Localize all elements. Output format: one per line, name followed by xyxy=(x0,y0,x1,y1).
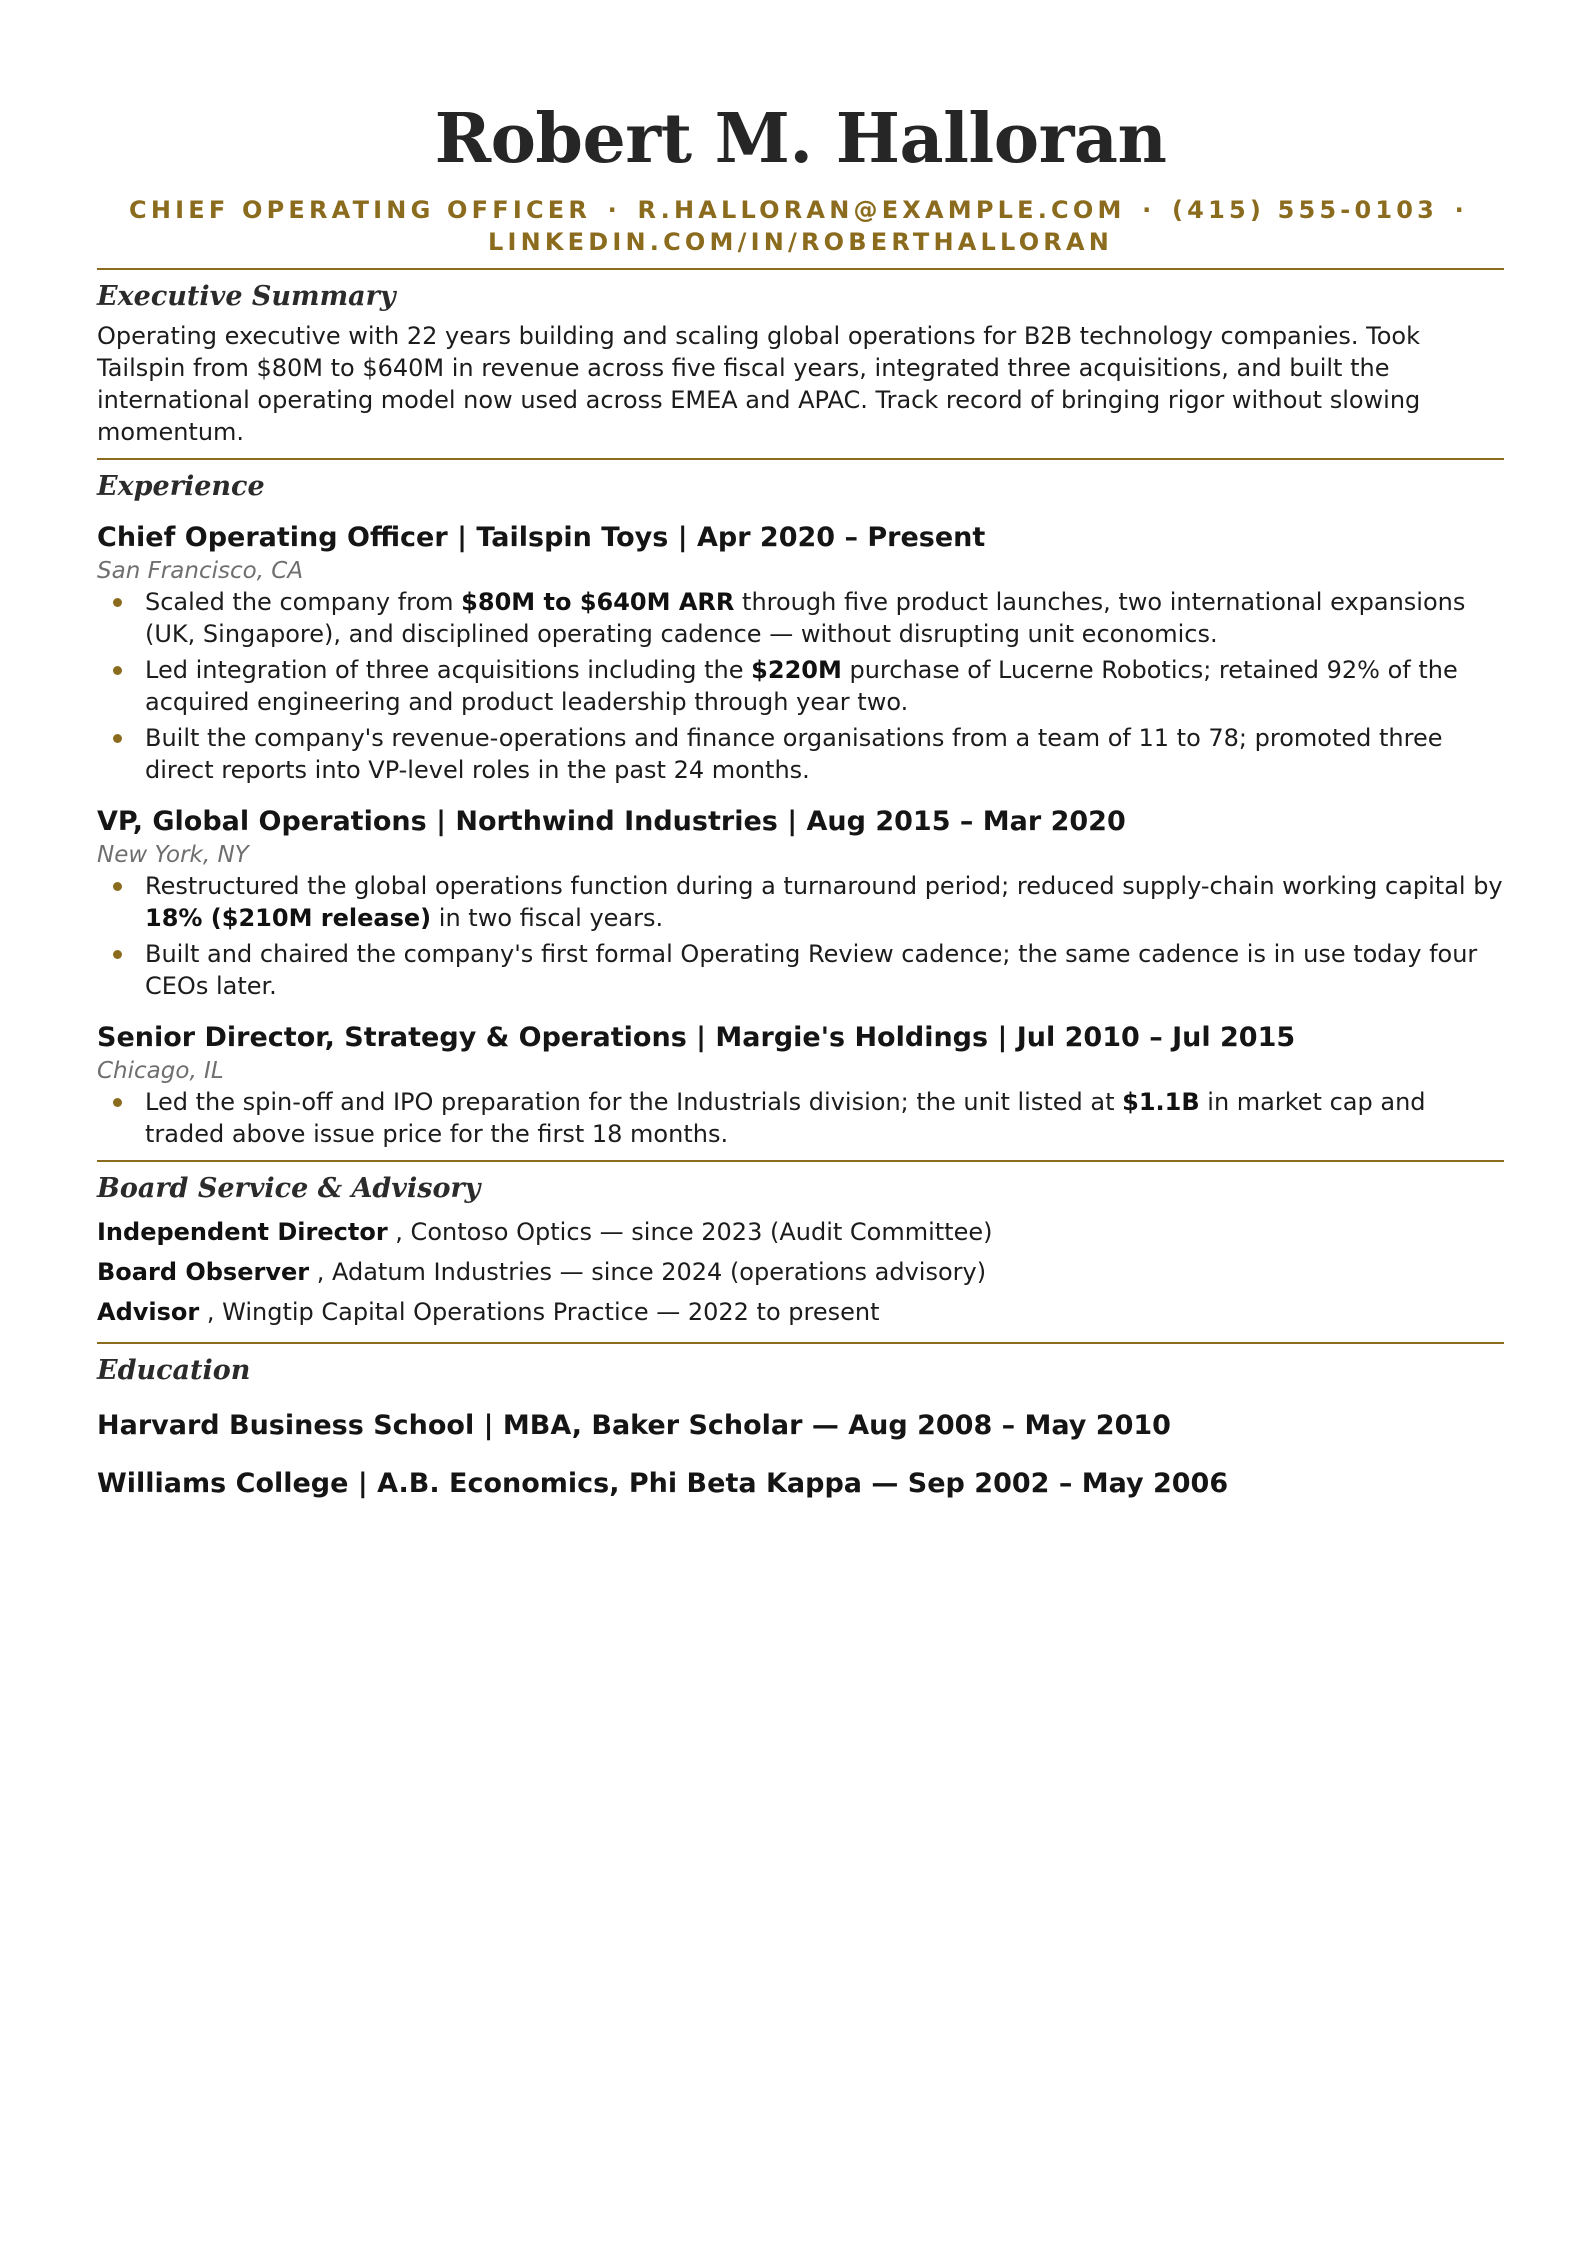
board-role: Board Observer xyxy=(97,1258,310,1286)
contact-separator: · xyxy=(1142,196,1156,224)
section-divider xyxy=(97,1342,1504,1344)
contact-role: CHIEF OPERATING OFFICER xyxy=(129,196,592,224)
education-item: Williams College | A.B. Economics, Phi Beta Kappa — Sep 2002 – May 2006 xyxy=(97,1468,1229,1499)
section-divider xyxy=(97,1160,1504,1162)
board-item xyxy=(97,1292,1504,1332)
contact-linkedin[interactable]: LINKEDIN.COM/IN/ROBERTHALLORAN xyxy=(487,228,1114,256)
summary-section xyxy=(97,278,1504,448)
job-bullet: Built the company's revenue-operations and finance organisations from a team of 11 to 78; promoted three direct reports into VP-level roles in the past 24 months. xyxy=(97,722,1504,786)
candidate-name: Robert M. Halloran xyxy=(434,99,1167,179)
bullet-dot-icon xyxy=(113,598,122,607)
board-detail: , Wingtip Capital Operations Practice — 2022 to present xyxy=(199,1298,880,1326)
education-section xyxy=(97,1352,1504,1502)
contact-separator: · xyxy=(607,196,621,224)
bullet-dot-icon xyxy=(113,882,122,891)
job-bullet: Restructured the global operations function during a turnaround period; reduced supply-chain working capital by 18% ($210M release) in two fiscal years. xyxy=(97,870,1504,934)
bullet-dot-icon xyxy=(113,1098,122,1107)
section-divider xyxy=(97,268,1504,270)
job-bullet: Scaled the company from $80M to $640M ARR through five product launches, two international expansions (UK, Singapore), and disciplined operating cadence — without disrupting unit economics. xyxy=(97,586,1504,650)
bullet-dot-icon xyxy=(113,666,122,675)
board-section xyxy=(97,1170,1504,1332)
experience-title: Experience xyxy=(97,471,265,502)
summary-title: Executive Summary xyxy=(97,281,396,312)
section-divider xyxy=(97,458,1504,460)
job-bullets xyxy=(97,1086,1504,1150)
job-bullets xyxy=(97,586,1504,786)
board-list xyxy=(97,1212,1504,1332)
job-bullet: Led the spin-off and IPO preparation for the Industrials division; the unit listed at $1.1B in market cap and traded above issue price for the first 18 months. xyxy=(97,1086,1504,1150)
bullet-dot-icon xyxy=(113,734,122,743)
contact-row-1 xyxy=(97,194,1504,226)
job-entry xyxy=(97,804,1504,1002)
contact-separator: · xyxy=(1454,196,1468,224)
education-title: Education xyxy=(97,1355,251,1386)
board-item xyxy=(97,1212,1504,1252)
job-entry xyxy=(97,1020,1504,1150)
contact-row-2 xyxy=(97,226,1504,258)
job-entry xyxy=(97,520,1504,786)
job-bullets xyxy=(97,870,1504,1002)
job-location: San Francisco, CA xyxy=(97,558,304,584)
contact-phone[interactable]: (415) 555-0103 xyxy=(1172,196,1439,224)
job-bullet: Built and chaired the company's first formal Operating Review cadence; the same cadence is in use today four CEOs later. xyxy=(97,938,1504,1002)
job-location: Chicago, IL xyxy=(97,1058,224,1084)
job-bullet: Led integration of three acquisitions including the $220M purchase of Lucerne Robotics; retained 92% of the acquired engineering and product leadership through year two. xyxy=(97,654,1504,718)
board-detail: , Adatum Industries — since 2024 (operations advisory) xyxy=(309,1258,987,1286)
job-heading: Chief Operating Officer | Tailspin Toys | Apr 2020 – Present xyxy=(97,522,986,553)
contact-line xyxy=(97,194,1504,258)
experience-section xyxy=(97,468,1504,1150)
job-heading: VP, Global Operations | Northwind Industries | Aug 2015 – Mar 2020 xyxy=(97,806,1126,837)
job-heading: Senior Director, Strategy & Operations | Margie's Holdings | Jul 2010 – Jul 2015 xyxy=(97,1022,1296,1053)
contact-email[interactable]: R.HALLORAN@EXAMPLE.COM xyxy=(637,196,1126,224)
summary-text: Operating executive with 22 years building and scaling global operations for B2B technology companies. Took Tailspin from $80M to $640M in revenue across five fiscal years, integrated three acquisitions, and built the international operating model now used across EMEA and APAC. Track record of bringing rigor without slowing momentum. xyxy=(97,322,1421,446)
board-item xyxy=(97,1252,1504,1292)
board-role: Advisor xyxy=(97,1298,200,1326)
bullet-dot-icon xyxy=(113,950,122,959)
board-role: Independent Director xyxy=(97,1218,388,1246)
board-detail: , Contoso Optics — since 2023 (Audit Committee) xyxy=(387,1218,993,1246)
board-title: Board Service & Advisory xyxy=(97,1173,481,1204)
education-item: Harvard Business School | MBA, Baker Scholar — Aug 2008 – May 2010 xyxy=(97,1410,1171,1441)
job-location: New York, NY xyxy=(97,842,249,868)
